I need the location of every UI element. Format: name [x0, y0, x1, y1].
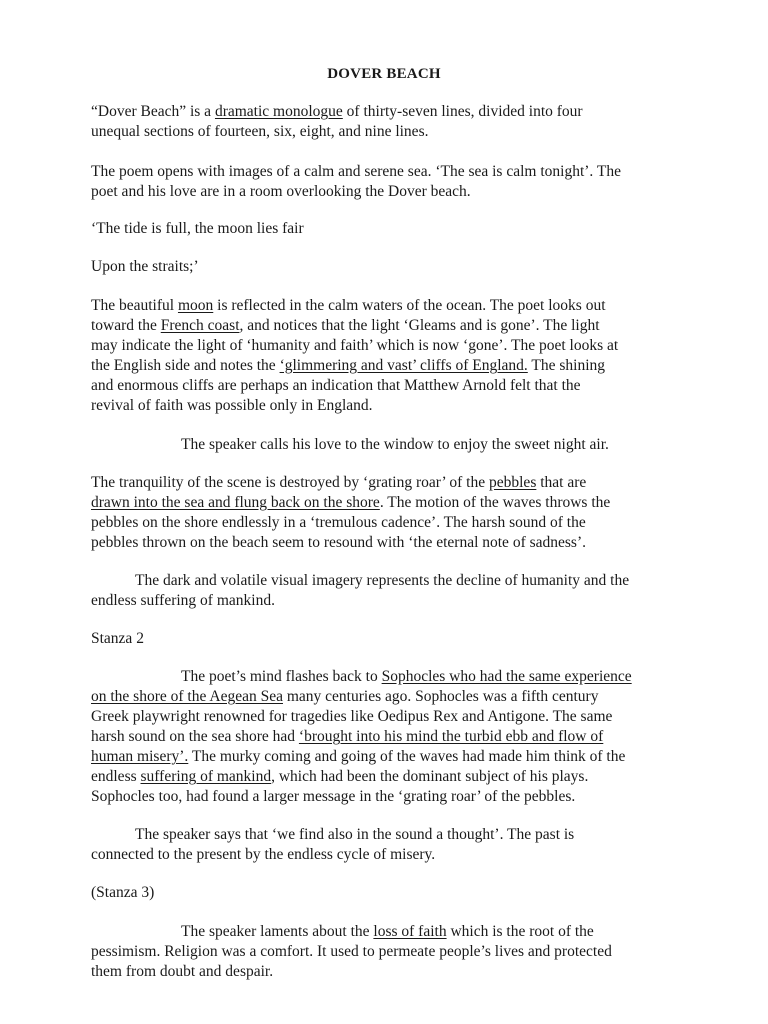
- text-run: “Dover Beach” is a: [91, 103, 215, 120]
- text-run: The poet’s mind flashes back to: [181, 668, 382, 685]
- text-run: revival of faith was possible only in England.: [91, 397, 373, 414]
- text-run: Sophocles too, had found a larger message in the ‘grating roar’ of the pebbles.: [91, 788, 576, 805]
- text-run: unequal sections of fourteen, six, eight, and nine lines.: [91, 123, 429, 140]
- text-run: that are: [536, 474, 587, 491]
- text-run: The speaker calls his love to the window to enjoy the sweet night air.: [181, 436, 609, 453]
- paragraph-sophocles: [91, 667, 681, 807]
- text-run: connected to the present by the endless cycle of misery.: [91, 846, 436, 863]
- document-title: DOVER BEACH: [327, 66, 441, 82]
- underlined-phrase: French coast: [160, 317, 240, 334]
- text-run: pessimism. Religion was a comfort. It used to permeate people’s lives and protected: [91, 943, 612, 960]
- text-run: pebbles thrown on the beach seem to resound with ‘the eternal note of sadness’.: [91, 534, 586, 551]
- text-run: The speaker laments about the: [181, 923, 374, 940]
- text-run: Greek playwright renowned for tragedies like Oedipus Rex and Antigone. The same: [91, 708, 613, 725]
- underlined-phrase: human misery’.: [91, 748, 189, 765]
- quote-line-2: Upon the straits;’: [91, 258, 199, 275]
- text-run: many centuries ago. Sophocles was a fifth century: [282, 688, 599, 705]
- underlined-phrase: drawn into the sea and flung back on the shore: [91, 494, 380, 511]
- text-run: poet and his love are in a room overlooking the Dover beach.: [91, 183, 471, 200]
- text-run: The tranquility of the scene is destroyed by ‘grating roar’ of the: [91, 474, 489, 491]
- text-run: of thirty-seven lines, divided into four: [342, 103, 583, 120]
- text-run: the English side and notes the: [91, 357, 280, 374]
- paragraph-intro: [91, 102, 681, 142]
- text-run: which is the root of the: [446, 923, 594, 940]
- text-run: harsh sound on the sea shore had: [91, 728, 299, 745]
- heading-stanza-3: (Stanza 3): [91, 884, 155, 901]
- paragraph-moon: [91, 296, 681, 416]
- text-run: . The motion of the waves throws the: [379, 494, 611, 511]
- underlined-phrase: ‘brought into his mind the turbid ebb and flow of: [298, 728, 604, 745]
- text-run: The poem opens with images of a calm and serene sea. ‘The sea is calm tonight’. The: [91, 163, 621, 180]
- text-run: them from doubt and despair.: [91, 963, 274, 980]
- underlined-phrase: ‘glimmering and vast’ cliffs of England.: [279, 357, 528, 374]
- quote-line-1: ‘The tide is full, the moon lies fair: [91, 220, 304, 237]
- text-run: is reflected in the calm waters of the ocean. The poet looks out: [213, 297, 606, 314]
- underlined-phrase: dramatic monologue: [214, 103, 343, 120]
- text-run: endless: [91, 768, 141, 785]
- underlined-phrase: loss of faith: [373, 923, 447, 940]
- text-run: toward the: [91, 317, 161, 334]
- text-run: The dark and volatile visual imagery represents the decline of humanity and the: [135, 572, 630, 589]
- underlined-phrase: on the shore of the Aegean Sea: [91, 688, 283, 705]
- underlined-phrase: pebbles: [489, 474, 537, 491]
- paragraph-tranquility: [91, 473, 681, 553]
- text-run: The beautiful: [91, 297, 178, 314]
- text-run: endless suffering of mankind.: [91, 592, 275, 609]
- underlined-phrase: moon: [177, 297, 214, 314]
- paragraph-thought: [91, 825, 681, 865]
- text-run: pebbles on the shore endlessly in a ‘tremulous cadence’. The harsh sound of the: [91, 514, 586, 531]
- paragraph-window: [91, 435, 681, 455]
- text-run: The shining: [527, 357, 606, 374]
- heading-stanza-2: Stanza 2: [91, 630, 144, 647]
- text-run: The speaker says that ‘we find also in the sound a thought’. The past is: [135, 826, 575, 843]
- text-run: may indicate the light of ‘humanity and faith’ which is now ‘gone’. The poet looks at: [91, 337, 619, 354]
- paragraph-opening: [91, 162, 681, 202]
- paragraph-imagery: [91, 571, 681, 611]
- underlined-phrase: suffering of mankind: [140, 768, 272, 785]
- text-run: , which had been the dominant subject of his plays.: [271, 768, 589, 785]
- text-run: , and notices that the light ‘Gleams and is gone’. The light: [239, 317, 600, 334]
- text-run: The murky coming and going of the waves had made him think of the: [188, 748, 626, 765]
- underlined-phrase: Sophocles who had the same experience: [381, 668, 632, 685]
- paragraph-faith: [91, 922, 681, 982]
- text-run: and enormous cliffs are perhaps an indication that Matthew Arnold felt that the: [91, 377, 581, 394]
